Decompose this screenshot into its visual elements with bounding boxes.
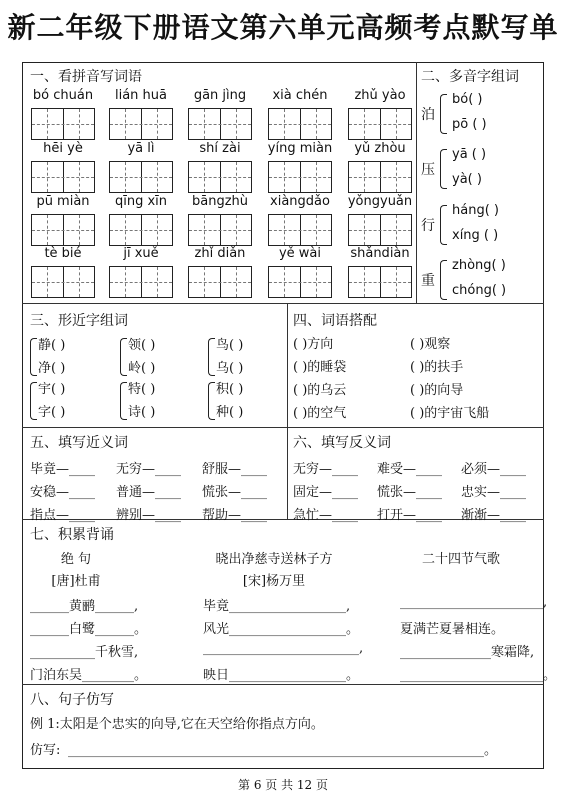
brace-icon <box>120 338 127 376</box>
section-title-polyphone: 二、多音字组词 <box>421 69 519 85</box>
pinyin-label: zhǐ diǎn <box>194 246 246 261</box>
grid-guide <box>189 124 251 125</box>
pinyin-label: pū miàn <box>36 194 90 209</box>
poem-line[interactable]: __________千秋雪, <box>30 645 139 660</box>
grid-guide <box>110 230 172 231</box>
section-title-word-match: 四、词语搭配 <box>293 313 377 329</box>
writing-grid[interactable] <box>348 266 412 298</box>
grid-guide <box>269 177 331 178</box>
pinyin-label: bó chuán <box>32 88 94 103</box>
match-item[interactable]: ( )的空气 <box>293 406 347 421</box>
pinyin-label: zhǔ yào <box>354 88 406 103</box>
grid-guide <box>269 124 331 125</box>
poem-line[interactable]: ______________________, <box>400 595 548 610</box>
section-title-pinyin: 一、看拼音写词语 <box>30 69 142 85</box>
polyphone-item[interactable]: yà( ) <box>452 172 482 187</box>
poem-line[interactable]: 映日__________________。 <box>203 668 360 683</box>
writing-grid[interactable] <box>188 266 252 298</box>
polyphone-char: 重 <box>421 273 435 289</box>
word-item[interactable]: 指点—____ <box>30 508 96 523</box>
pinyin-label: yā lì <box>127 141 155 156</box>
poem-line[interactable]: 门泊东吴________。 <box>30 668 148 683</box>
writing-grid[interactable] <box>188 108 252 140</box>
brace-icon <box>30 382 37 420</box>
poem-line[interactable]: ________________________, <box>203 641 364 656</box>
pinyin-label: jī xuě <box>123 246 159 261</box>
grid-guide <box>32 177 94 178</box>
similar-char-item[interactable]: 鸟( ) <box>216 338 244 353</box>
word-item[interactable]: 无穷—____ <box>293 462 359 477</box>
example-sentence: 例 1:太阳是个忠实的向导,它在天空给你指点方向。 <box>30 717 324 732</box>
grid-guide <box>110 124 172 125</box>
poem-title: 晓出净慈寺送林子方 <box>215 552 333 567</box>
match-item[interactable]: ( )的睡袋 <box>293 360 347 375</box>
similar-char-item[interactable]: 宇( ) <box>38 382 66 397</box>
brace-icon <box>440 260 447 300</box>
polyphone-char: 泊 <box>421 107 435 123</box>
polyphone-item[interactable]: háng( ) <box>452 203 499 218</box>
section-title-sentence-imitation: 八、句子仿写 <box>30 692 114 708</box>
similar-char-item[interactable]: 字( ) <box>38 405 66 420</box>
similar-char-item[interactable]: 特( ) <box>128 382 156 397</box>
brace-icon <box>208 338 215 376</box>
match-item[interactable]: ( )的扶手 <box>410 360 464 375</box>
writing-grid[interactable] <box>188 161 252 193</box>
pinyin-label: xià chén <box>272 88 328 103</box>
grid-guide <box>269 282 331 283</box>
grid-guide <box>32 230 94 231</box>
word-item[interactable]: 急忙—____ <box>293 508 359 523</box>
similar-char-item[interactable]: 乌( ) <box>216 361 244 376</box>
brace-icon <box>120 382 127 420</box>
pinyin-label: tè bié <box>44 246 82 261</box>
divider-sec7-bottom <box>22 684 544 685</box>
match-item[interactable]: ( )方向 <box>293 337 334 352</box>
imitate-blank[interactable]: ________________________________________________________________。 <box>68 743 497 758</box>
grid-guide <box>349 177 411 178</box>
section-title-antonyms: 六、填写反义词 <box>293 435 391 451</box>
pinyin-label: gān jìng <box>193 88 247 103</box>
divider-mid <box>287 303 288 519</box>
imitate-label: 仿写: <box>30 743 61 758</box>
word-item[interactable]: 固定—____ <box>293 485 359 500</box>
word-item[interactable]: 毕竟—____ <box>30 462 96 477</box>
similar-char-item[interactable]: 静( ) <box>38 338 66 353</box>
match-item[interactable]: ( )的向导 <box>410 383 464 398</box>
pinyin-label: lián huā <box>114 88 167 103</box>
grid-guide <box>189 230 251 231</box>
poem-line[interactable]: ______________________。 <box>400 668 557 683</box>
writing-grid[interactable] <box>268 214 332 246</box>
grid-guide <box>110 282 172 283</box>
writing-grid[interactable] <box>268 161 332 193</box>
word-item[interactable]: 普通—____ <box>116 485 182 500</box>
writing-grid[interactable] <box>348 214 412 246</box>
divider-sec3-bottom <box>22 427 544 428</box>
section-title-synonyms: 五、填写近义词 <box>30 435 128 451</box>
polyphone-item[interactable]: xíng ( ) <box>452 228 499 243</box>
page-footer: 第 6 页 共 12 页 <box>238 778 328 792</box>
pinyin-label: yǒngyuǎn <box>347 194 413 209</box>
pinyin-label: shí zài <box>199 141 241 156</box>
pinyin-label: yǔ zhòu <box>354 141 406 156</box>
pinyin-label: shǎndiàn <box>350 246 410 261</box>
word-item[interactable]: 难受—____ <box>377 462 443 477</box>
page-title: 新二年级下册语文第六单元高频考点默写单 <box>7 11 559 44</box>
brace-icon <box>440 205 447 245</box>
divider-sec1-bottom <box>22 303 544 304</box>
section-title-recitation: 七、积累背诵 <box>30 527 114 543</box>
poem-line[interactable]: ______白鹭______。 <box>30 622 148 637</box>
word-item[interactable]: 打开—____ <box>377 508 443 523</box>
polyphone-item[interactable]: pō ( ) <box>452 117 487 132</box>
similar-char-item[interactable]: 诗( ) <box>128 405 156 420</box>
word-item[interactable]: 忠实—____ <box>461 485 527 500</box>
writing-grid[interactable] <box>268 266 332 298</box>
grid-guide <box>269 230 331 231</box>
grid-guide <box>189 282 251 283</box>
grid-guide <box>32 124 94 125</box>
polyphone-item[interactable]: bó( ) <box>452 92 483 107</box>
poem-title: 绝 句 <box>60 552 92 567</box>
word-item[interactable]: 帮助—____ <box>202 508 268 523</box>
match-item[interactable]: ( )观察 <box>410 337 451 352</box>
writing-grid[interactable] <box>109 214 173 246</box>
writing-grid[interactable] <box>109 108 173 140</box>
poem-line[interactable]: 夏满芒夏暑相连。 <box>400 622 505 637</box>
match-item[interactable]: ( )的宇宙飞船 <box>410 406 490 421</box>
polyphone-item[interactable]: yā ( ) <box>452 147 487 162</box>
writing-grid[interactable] <box>31 214 95 246</box>
grid-guide <box>189 177 251 178</box>
word-item[interactable]: 安稳—____ <box>30 485 96 500</box>
poem-author: [唐]杜甫 <box>51 574 101 589</box>
polyphone-item[interactable]: zhòng( ) <box>452 258 506 273</box>
word-item[interactable]: 渐渐—____ <box>461 508 527 523</box>
polyphone-char: 压 <box>421 162 435 178</box>
section-title-similar-chars: 三、形近字组词 <box>30 313 128 329</box>
brace-icon <box>30 338 37 376</box>
grid-guide <box>349 124 411 125</box>
writing-grid[interactable] <box>348 108 412 140</box>
grid-guide <box>349 230 411 231</box>
writing-grid[interactable] <box>188 214 252 246</box>
similar-char-item[interactable]: 净( ) <box>38 361 66 376</box>
pinyin-label: yě wài <box>278 246 322 261</box>
word-item[interactable]: 辨别—____ <box>116 508 182 523</box>
similar-char-item[interactable]: 种( ) <box>216 405 244 420</box>
similar-char-item[interactable]: 积( ) <box>216 382 244 397</box>
poem-line[interactable]: 毕竟__________________, <box>203 599 351 614</box>
polyphone-char: 行 <box>421 218 435 234</box>
pinyin-label: qīng xīn <box>114 194 168 209</box>
word-item[interactable]: 无穷—____ <box>116 462 182 477</box>
word-item[interactable]: 慌张—____ <box>377 485 443 500</box>
word-item[interactable]: 慌张—____ <box>202 485 268 500</box>
poem-line[interactable]: ______________寒霜降, <box>400 645 535 660</box>
word-item[interactable]: 必须—____ <box>461 462 527 477</box>
writing-grid[interactable] <box>31 266 95 298</box>
pinyin-label: bāngzhù <box>191 194 248 209</box>
brace-icon <box>440 149 447 189</box>
grid-guide <box>349 282 411 283</box>
brace-icon <box>440 94 447 134</box>
pinyin-label: yíng miàn <box>267 141 333 156</box>
grid-guide <box>110 177 172 178</box>
writing-grid[interactable] <box>109 266 173 298</box>
match-item[interactable]: ( )的乌云 <box>293 383 347 398</box>
polyphone-item[interactable]: chóng( ) <box>452 283 507 298</box>
writing-grid[interactable] <box>31 161 95 193</box>
poem-line[interactable]: ______黄鹂______, <box>30 599 139 614</box>
poem-author: [宋]杨万里 <box>242 574 306 589</box>
brace-icon <box>208 382 215 420</box>
pinyin-label: hēi yè <box>43 141 83 156</box>
pinyin-label: xiàngdǎo <box>270 194 330 209</box>
poem-title: 二十四节气歌 <box>421 552 500 567</box>
writing-grid[interactable] <box>348 161 412 193</box>
similar-char-item[interactable]: 领( ) <box>128 338 156 353</box>
writing-grid[interactable] <box>31 108 95 140</box>
similar-char-item[interactable]: 岭( ) <box>128 361 156 376</box>
writing-grid[interactable] <box>268 108 332 140</box>
grid-guide <box>32 282 94 283</box>
writing-grid[interactable] <box>109 161 173 193</box>
word-item[interactable]: 舒服—____ <box>202 462 268 477</box>
poem-line[interactable]: 风光__________________。 <box>203 622 360 637</box>
